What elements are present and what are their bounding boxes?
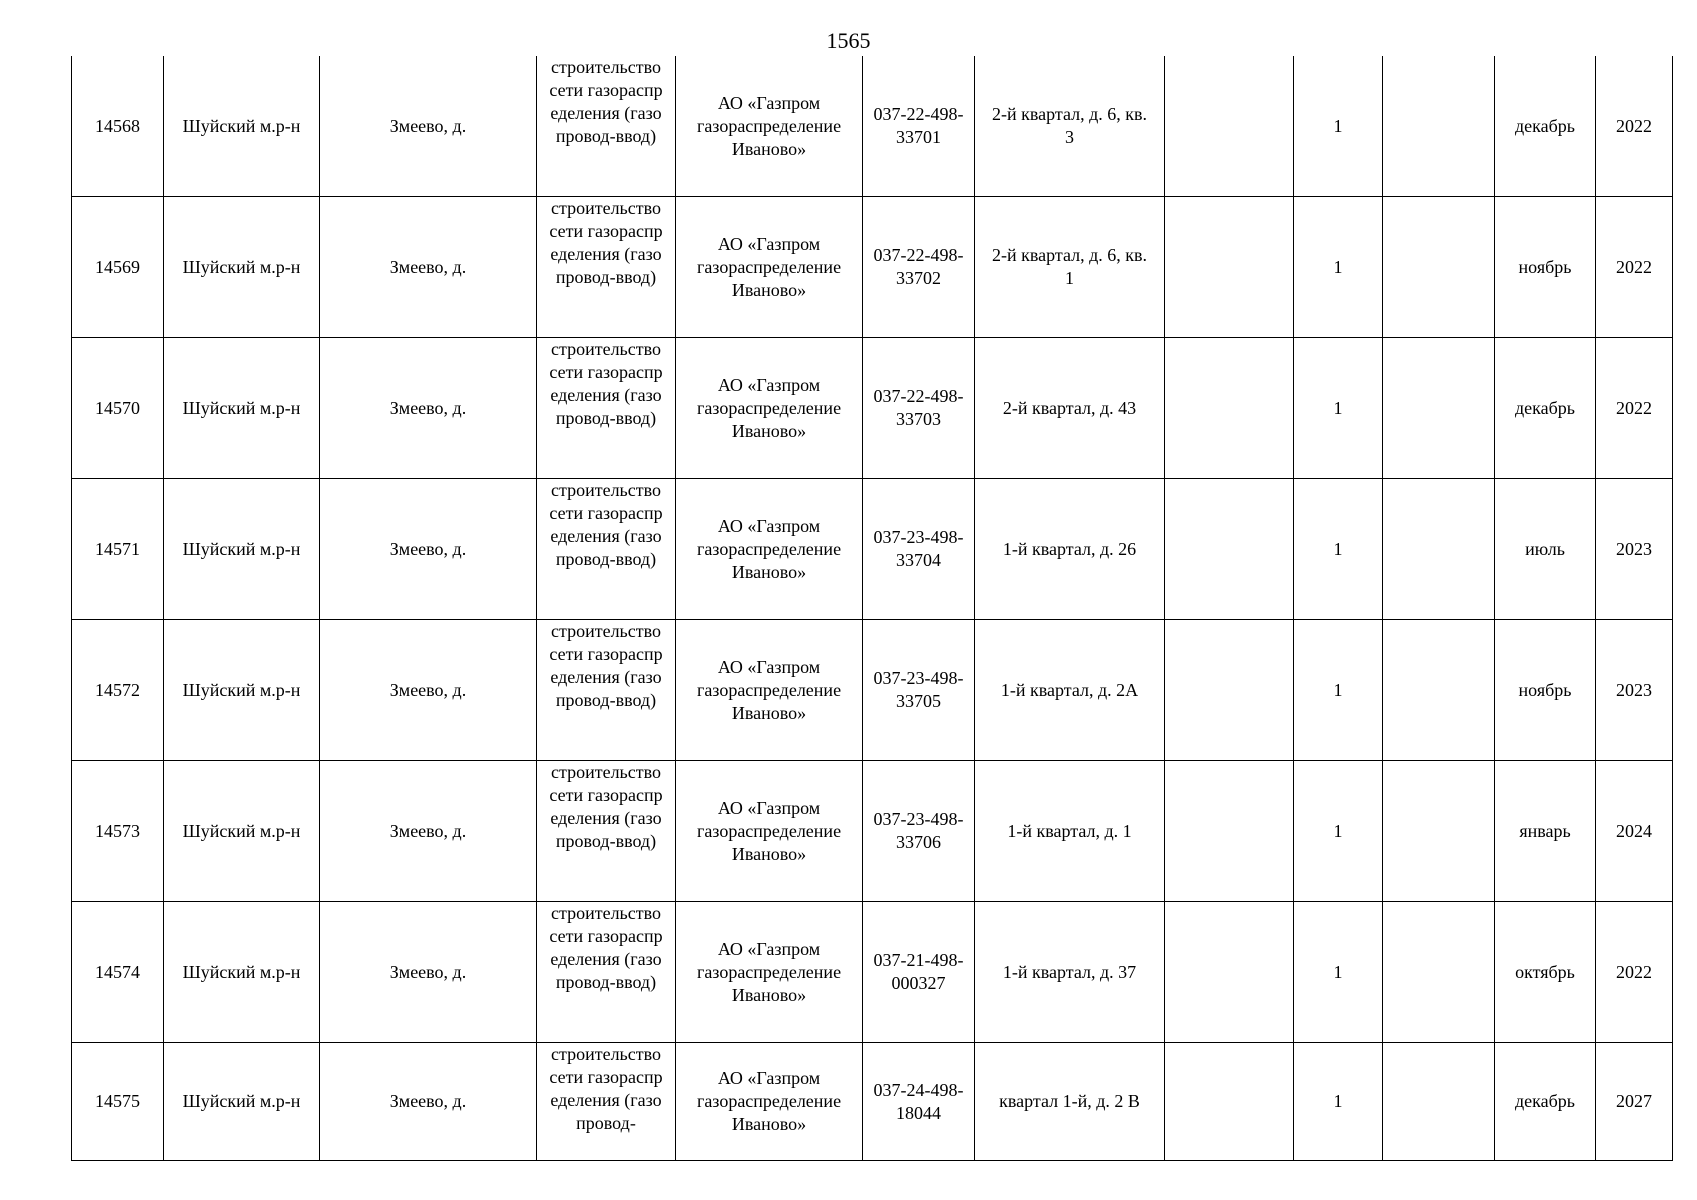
cell-code [863,761,975,902]
cell-organization [676,620,863,761]
cell-code [863,620,975,761]
cell-empty-b [1383,479,1495,620]
cell-month [1495,1043,1596,1161]
cell-locality-text: Змеево, д. [389,538,467,559]
cell-empty-b [1383,620,1495,761]
cell-code [863,197,975,338]
cell-work-type-text: строительство сети газораспределения (газопровод-ввод) [549,198,663,287]
cell-month [1495,197,1596,338]
cell-organization [676,56,863,197]
cell-code-text: 037-21-498-000327 [873,950,964,993]
cell-work-type [537,56,676,197]
cell-count [1294,902,1383,1043]
cell-count-text: 1 [1333,397,1343,418]
cell-address-text: 2-й квартал, д. 6, кв. 3 [991,104,1147,147]
cell-organization-text: АО «Газпром газораспределение Иваново» [696,233,842,300]
cell-district [164,479,320,620]
cell-work-type-text: строительство сети газораспределения (газопровод-ввод) [549,57,663,146]
cell-work-type-text: строительство сети газораспределения (газопровод-ввод) [549,480,663,569]
cell-work-type-text: строительство сети газораспределения (газопровод- [549,1044,663,1133]
page-number: 1565 [826,28,871,53]
cell-locality-text: Змеево, д. [389,679,467,700]
cell-district [164,197,320,338]
cell-locality-text: Змеево, д. [389,115,467,136]
cell-locality [320,56,537,197]
cell-number-text: 14572 [95,679,140,700]
table-row [72,56,1673,197]
cell-number-text: 14574 [95,961,140,982]
cell-work-type [537,197,676,338]
cell-work-type [537,902,676,1043]
cell-locality-text: Змеево, д. [389,256,467,277]
cell-empty-b [1383,56,1495,197]
cell-locality-text: Змеево, д. [389,820,467,841]
cell-year-text: 2023 [1616,679,1652,700]
cell-code [863,902,975,1043]
cell-address-text: 1-й квартал, д. 37 [1002,961,1137,982]
cell-code-text: 037-22-498-33701 [873,104,964,147]
cell-code-text: 037-22-498-33702 [873,245,964,288]
cell-year [1596,338,1673,479]
cell-year-text: 2022 [1616,256,1652,277]
cell-count-text: 1 [1333,1091,1343,1111]
cell-year [1596,56,1673,197]
cell-month [1495,620,1596,761]
cell-address [975,56,1165,197]
cell-locality [320,197,537,338]
cell-count-text: 1 [1333,256,1343,277]
cell-address [975,902,1165,1043]
cell-organization [676,1043,863,1161]
cell-work-type [537,761,676,902]
table-body [72,56,1673,1161]
table-row [72,1043,1673,1161]
cell-number [72,620,164,761]
cell-address-text: 1-й квартал, д. 1 [1007,820,1132,841]
cell-year [1596,761,1673,902]
cell-district-text: Шуйский м.р-н [182,961,301,982]
cell-organization-text: АО «Газпром газораспределение Иваново» [696,515,842,582]
cell-address-text: 1-й квартал, д. 2А [1000,679,1139,700]
cell-year-text: 2022 [1616,961,1652,982]
cell-count [1294,761,1383,902]
cell-empty-b [1383,197,1495,338]
cell-organization [676,761,863,902]
cell-organization-text: АО «Газпром газораспределение Иваново» [696,374,842,441]
cell-month-text: июль [1525,538,1565,559]
cell-empty-a [1165,1043,1294,1161]
cell-empty-a [1165,197,1294,338]
cell-number-text: 14570 [95,397,140,418]
cell-empty-b [1383,338,1495,479]
cell-number [72,56,164,197]
cell-count-text: 1 [1333,115,1343,136]
cell-code [863,1043,975,1161]
cell-count [1294,56,1383,197]
cell-code-text: 037-23-498-33705 [873,668,964,711]
cell-organization-text: АО «Газпром газораспределение Иваново» [696,656,842,723]
cell-number-text: 14568 [95,115,140,136]
cell-year [1596,479,1673,620]
cell-empty-b [1383,761,1495,902]
cell-work-type-text: строительство сети газораспределения (газопровод-ввод) [549,339,663,428]
cell-address-text: 2-й квартал, д. 6, кв. 1 [991,245,1147,288]
cell-number [72,902,164,1043]
cell-month-text: ноябрь [1518,679,1572,700]
cell-district-text: Шуйский м.р-н [182,679,301,700]
cell-empty-a [1165,338,1294,479]
cell-year [1596,902,1673,1043]
cell-count-text: 1 [1333,820,1343,841]
table-row [72,902,1673,1043]
cell-year-text: 2022 [1616,397,1652,418]
cell-count-text: 1 [1333,679,1343,700]
cell-locality-text: Змеево, д. [389,961,467,982]
cell-organization-text: АО «Газпром газораспределение Иваново» [696,1068,842,1134]
cell-year [1596,1043,1673,1161]
cell-work-type-text: строительство сети газораспределения (газопровод-ввод) [549,903,663,992]
registry-table [71,56,1673,1161]
cell-locality [320,338,537,479]
cell-locality [320,1043,537,1161]
cell-year-text: 2027 [1616,1091,1652,1111]
cell-number [72,479,164,620]
cell-count [1294,1043,1383,1161]
cell-district-text: Шуйский м.р-н [182,397,301,418]
cell-month [1495,56,1596,197]
cell-month-text: декабрь [1515,397,1575,418]
cell-code-text: 037-24-498-18044 [873,1079,964,1123]
cell-locality [320,902,537,1043]
cell-address [975,1043,1165,1161]
cell-address [975,197,1165,338]
table-row [72,479,1673,620]
cell-month-text: октябрь [1515,961,1575,982]
cell-work-type [537,338,676,479]
cell-district [164,620,320,761]
cell-district [164,761,320,902]
cell-count [1294,197,1383,338]
cell-number [72,1043,164,1161]
cell-locality-text: Змеево, д. [389,1091,467,1111]
cell-locality [320,761,537,902]
cell-number [72,761,164,902]
cell-count [1294,620,1383,761]
table-row [72,761,1673,902]
cell-code-text: 037-23-498-33706 [873,809,964,852]
cell-address [975,479,1165,620]
cell-month-text: декабрь [1515,115,1575,136]
cell-district-text: Шуйский м.р-н [182,820,301,841]
cell-number [72,197,164,338]
cell-district-text: Шуйский м.р-н [182,115,301,136]
cell-month-text: декабрь [1515,1091,1575,1111]
cell-code [863,338,975,479]
table-row [72,338,1673,479]
cell-district [164,902,320,1043]
cell-number-text: 14573 [95,820,140,841]
cell-address [975,338,1165,479]
cell-empty-a [1165,56,1294,197]
cell-locality [320,479,537,620]
cell-code [863,56,975,197]
cell-empty-a [1165,902,1294,1043]
cell-organization [676,338,863,479]
cell-organization-text: АО «Газпром газораспределение Иваново» [696,797,842,864]
cell-number-text: 14569 [95,256,140,277]
cell-number [72,338,164,479]
table-row [72,620,1673,761]
table-row [72,197,1673,338]
cell-month [1495,479,1596,620]
cell-work-type [537,479,676,620]
cell-district-text: Шуйский м.р-н [182,538,301,559]
cell-year-text: 2022 [1616,115,1652,136]
cell-work-type-text: строительство сети газораспределения (газопровод-ввод) [549,762,663,851]
cell-address [975,620,1165,761]
cell-address-text: квартал 1-й, д. 2 В [999,1091,1140,1111]
cell-number-text: 14575 [95,1091,140,1111]
cell-number-text: 14571 [95,538,140,559]
cell-organization [676,902,863,1043]
cell-month [1495,902,1596,1043]
cell-year-text: 2024 [1616,820,1652,841]
cell-count [1294,479,1383,620]
cell-district [164,56,320,197]
cell-empty-b [1383,1043,1495,1161]
cell-organization-text: АО «Газпром газораспределение Иваново» [696,938,842,1005]
cell-locality [320,620,537,761]
cell-district [164,338,320,479]
cell-district [164,1043,320,1161]
cell-month-text: ноябрь [1518,256,1572,277]
cell-year [1596,197,1673,338]
cell-month-text: январь [1519,820,1571,841]
cell-organization [676,479,863,620]
cell-empty-a [1165,479,1294,620]
cell-work-type-text: строительство сети газораспределения (газопровод-ввод) [549,621,663,710]
cell-count [1294,338,1383,479]
cell-code [863,479,975,620]
cell-work-type [537,620,676,761]
cell-address-text: 2-й квартал, д. 43 [1002,397,1137,418]
cell-district-text: Шуйский м.р-н [182,1091,301,1111]
cell-address [975,761,1165,902]
cell-locality-text: Змеево, д. [389,397,467,418]
cell-year [1596,620,1673,761]
cell-empty-a [1165,761,1294,902]
cell-month [1495,761,1596,902]
cell-address-text: 1-й квартал, д. 26 [1002,538,1137,559]
cell-work-type [537,1043,676,1161]
cell-empty-b [1383,902,1495,1043]
cell-organization-text: АО «Газпром газораспределение Иваново» [696,92,842,159]
cell-district-text: Шуйский м.р-н [182,256,301,277]
cell-organization [676,197,863,338]
cell-code-text: 037-22-498-33703 [873,386,964,429]
cell-count-text: 1 [1333,538,1343,559]
cell-empty-a [1165,620,1294,761]
cell-month [1495,338,1596,479]
cell-year-text: 2023 [1616,538,1652,559]
cell-count-text: 1 [1333,961,1343,982]
cell-code-text: 037-23-498-33704 [873,527,964,570]
